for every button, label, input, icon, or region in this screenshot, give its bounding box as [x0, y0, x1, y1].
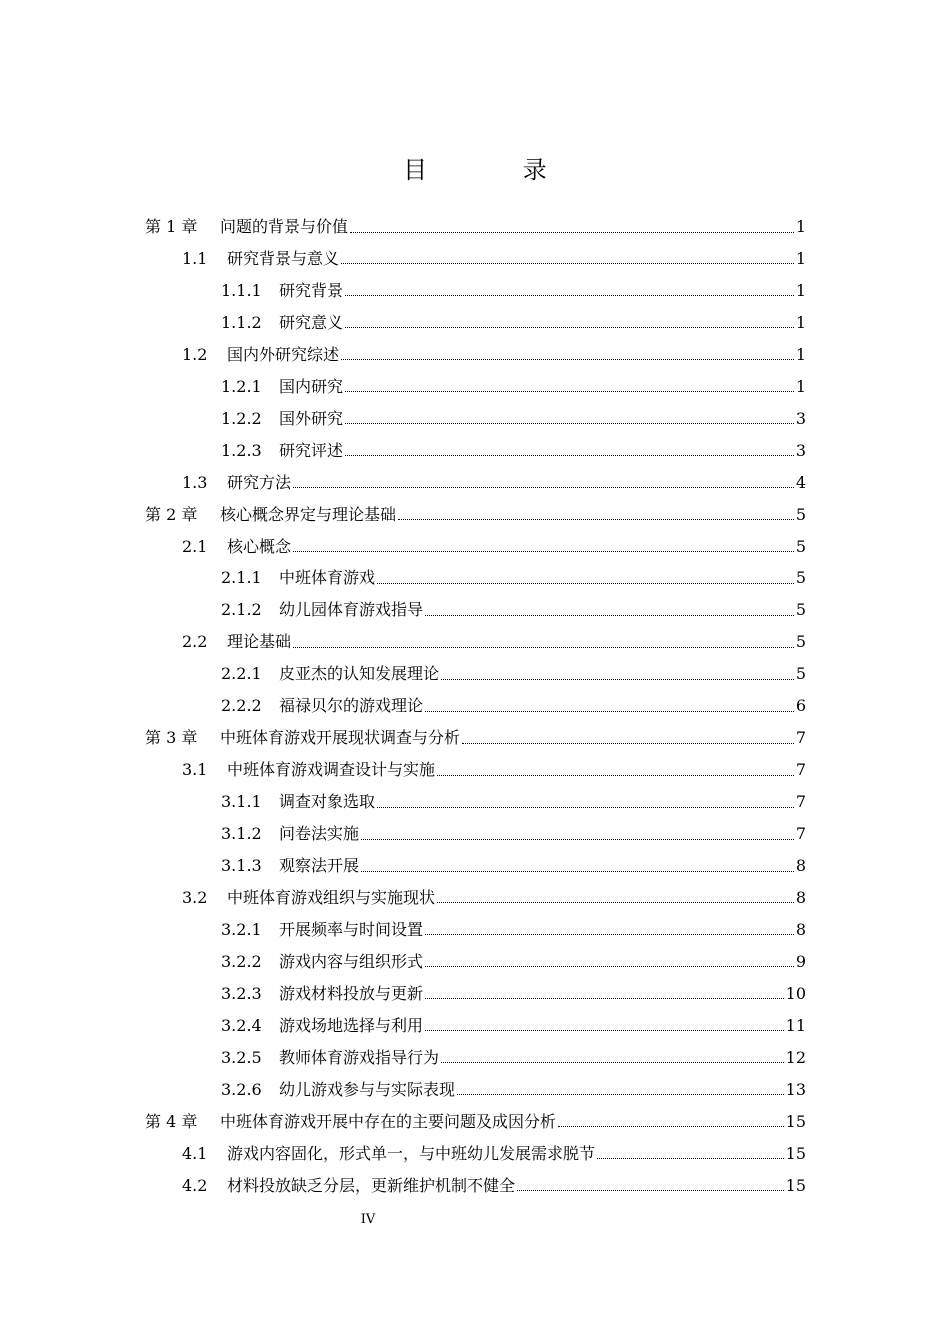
dot-leader	[345, 295, 794, 296]
dot-leader	[437, 902, 794, 903]
toc-entry-page: 5	[795, 568, 806, 588]
toc-entry-number: 2.2	[182, 632, 208, 652]
toc-entry-number: 1.1	[182, 248, 208, 268]
toc-entry[interactable]	[221, 659, 806, 689]
toc-entry-number: 1.1.2	[221, 312, 262, 332]
toc-entry-label: 中班体育游戏	[279, 568, 376, 588]
toc-entry-label: 游戏场地选择与利用	[279, 1015, 424, 1035]
toc-entry-page: 15	[785, 1143, 806, 1163]
toc-entry-page: 7	[795, 824, 806, 844]
dot-leader	[437, 775, 794, 776]
toc-entry-page: 3	[795, 440, 806, 460]
toc-entry-number: 2.2.2	[221, 696, 262, 716]
toc-entry-page: 11	[785, 1015, 806, 1035]
toc-entry-number: 1.3	[182, 472, 208, 492]
toc-entry[interactable]	[221, 947, 806, 977]
toc-entry-page: 15	[785, 1175, 806, 1195]
dot-leader	[345, 423, 794, 424]
dot-leader	[425, 966, 794, 967]
dot-leader	[293, 551, 794, 552]
toc-entry[interactable]	[145, 723, 806, 753]
dot-leader	[398, 519, 794, 520]
toc-entry-label: 幼儿游戏参与与实际表现	[279, 1079, 456, 1099]
toc-entry-page: 4	[795, 472, 806, 492]
toc-entry-page: 7	[795, 728, 806, 748]
toc-entry[interactable]	[145, 500, 806, 530]
toc-entry-number: 4.2	[182, 1175, 208, 1195]
dot-leader	[517, 1190, 784, 1191]
toc-entry-number: 1.2.2	[221, 408, 262, 428]
toc-entry-number: 第 4 章	[145, 1111, 198, 1131]
dot-leader	[441, 1062, 784, 1063]
toc-entry-page: 9	[795, 951, 806, 971]
toc-entry[interactable]	[221, 563, 806, 593]
toc-entry-page: 3	[795, 408, 806, 428]
toc-entry-page: 6	[795, 696, 806, 716]
toc-entry-number: 3.2.6	[221, 1079, 262, 1099]
toc-entry-page: 15	[785, 1111, 806, 1131]
toc-entry-number: 3.2.3	[221, 983, 262, 1003]
toc-entry-number: 3.2.4	[221, 1015, 262, 1035]
toc-entry-label: 问卷法实施	[279, 824, 360, 844]
toc-entry-number: 3.1	[182, 760, 208, 780]
dot-leader	[350, 232, 794, 233]
toc-entry[interactable]	[221, 372, 806, 402]
toc-entry-page: 1	[795, 217, 806, 236]
toc-entry-page: 5	[795, 664, 806, 684]
toc-entry-number: 第 3 章	[145, 728, 198, 748]
toc-entry-label: 幼儿园体育游戏指导	[279, 600, 424, 620]
toc-entry-page: 12	[785, 1047, 806, 1067]
toc-entry[interactable]	[221, 1075, 806, 1105]
toc-entry-page: 1	[795, 280, 806, 300]
toc-entry-number: 1.2.1	[221, 376, 262, 396]
toc-entry-label: 核心概念界定与理论基础	[220, 504, 397, 524]
toc-entry[interactable]	[221, 595, 806, 625]
dot-leader	[377, 807, 794, 808]
toc-entry-label: 国外研究	[279, 408, 344, 428]
toc-entry-page: 5	[795, 632, 806, 652]
dot-leader	[341, 263, 794, 264]
dot-leader	[457, 1094, 784, 1095]
toc-entry-label: 研究意义	[279, 312, 344, 332]
toc-entry-number: 1.1.1	[221, 280, 262, 300]
toc-entry-number: 3.2	[182, 887, 208, 907]
dot-leader	[293, 487, 794, 488]
toc-entry-label: 研究方法	[227, 472, 292, 492]
toc-entry-number: 第 1 章	[145, 217, 198, 236]
toc-entry-label: 教师体育游戏指导行为	[279, 1047, 440, 1067]
toc-entry[interactable]	[182, 532, 806, 562]
toc-entry-label: 观察法开展	[279, 856, 360, 875]
toc-entry-page: 10	[785, 983, 806, 1003]
toc-entry[interactable]	[182, 244, 806, 274]
dot-leader	[425, 615, 794, 616]
toc-entry-label: 调查对象选取	[279, 792, 376, 812]
dot-leader	[597, 1158, 784, 1159]
toc-entry-number: 2.1	[182, 536, 208, 556]
toc-entry-page: 5	[795, 536, 806, 556]
toc-entry[interactable]	[221, 404, 806, 434]
dot-leader	[345, 327, 794, 328]
toc-entry[interactable]	[221, 851, 806, 881]
dot-leader	[341, 359, 794, 360]
toc-entry[interactable]	[182, 883, 806, 913]
toc-entry-label: 理论基础	[227, 632, 292, 652]
toc-title: 目 录	[403, 156, 591, 184]
dot-leader	[558, 1126, 784, 1127]
toc-entry-number: 2.1.2	[221, 600, 262, 620]
toc-entry-number: 3.2.1	[221, 919, 262, 939]
toc-entry-label: 材料投放缺乏分层，更新维护机制不健全	[227, 1175, 516, 1195]
toc-entry-label: 研究评述	[279, 440, 344, 460]
toc-entry[interactable]	[221, 915, 806, 945]
toc-entry-page: 1	[795, 248, 806, 268]
dot-leader	[345, 455, 794, 456]
toc-entry[interactable]	[221, 276, 806, 306]
toc-entry-label: 中班体育游戏调查设计与实施	[227, 760, 436, 780]
toc-entry[interactable]	[221, 308, 806, 338]
toc-entry-page: 8	[795, 919, 806, 939]
dot-leader	[425, 711, 794, 712]
toc-entry[interactable]	[221, 1011, 806, 1041]
toc-entry[interactable]	[221, 1043, 806, 1073]
toc-entry-page: 7	[795, 792, 806, 812]
toc-entry-number: 4.1	[182, 1143, 208, 1163]
toc-entry-number: 2.1.1	[221, 568, 262, 588]
toc-entry[interactable]	[182, 340, 806, 370]
dot-leader	[425, 998, 784, 999]
toc-entry-page: 1	[795, 376, 806, 396]
toc-entry[interactable]	[182, 1171, 806, 1201]
toc-entry-label: 中班体育游戏组织与实施现状	[227, 887, 436, 907]
toc-entry[interactable]	[221, 979, 806, 1009]
toc-entry-label: 国内外研究综述	[227, 344, 340, 364]
toc-entry-label: 研究背景	[279, 280, 344, 300]
toc-entry-label: 游戏材料投放与更新	[279, 983, 424, 1003]
toc-entry-number: 3.1.3	[221, 856, 262, 875]
toc-entry-number: 3.1.1	[221, 792, 262, 812]
dot-leader	[293, 647, 794, 648]
toc-entry-label: 问题的背景与价值	[220, 217, 349, 236]
toc-entry-page: 7	[795, 760, 806, 780]
toc-entry-label: 核心概念	[227, 536, 292, 556]
toc-entry-label: 皮亚杰的认知发展理论	[279, 664, 440, 684]
toc-entry[interactable]	[182, 627, 806, 657]
toc-entry-label: 中班体育游戏开展中存在的主要问题及成因分析	[220, 1111, 557, 1131]
toc-entry-page: 5	[795, 600, 806, 620]
dot-leader	[361, 839, 794, 840]
toc-entry[interactable]	[145, 212, 806, 242]
toc-entry-label: 国内研究	[279, 376, 344, 396]
toc-entry[interactable]	[182, 468, 806, 498]
toc-entry[interactable]	[221, 819, 806, 849]
toc-entry-label: 游戏内容固化，形式单一，与中班幼儿发展需求脱节	[227, 1143, 596, 1163]
dot-leader	[441, 679, 794, 680]
toc-entry-page: 8	[795, 856, 806, 875]
toc-entry-number: 3.2.2	[221, 951, 262, 971]
dot-leader	[345, 391, 794, 392]
toc-entry-number: 3.1.2	[221, 824, 262, 844]
toc-entry-label: 中班体育游戏开展现状调查与分析	[220, 728, 461, 748]
toc-entry[interactable]	[221, 436, 806, 466]
toc-entry[interactable]	[221, 787, 806, 817]
toc-entry-number: 1.2	[182, 344, 208, 364]
dot-leader	[425, 934, 794, 935]
toc-entry-page: 8	[795, 887, 806, 907]
dot-leader	[462, 743, 794, 744]
toc-entry-page: 1	[795, 312, 806, 332]
dot-leader	[425, 1030, 784, 1031]
toc-entry-number: 3.2.5	[221, 1047, 262, 1067]
toc-entry[interactable]	[182, 1139, 806, 1169]
toc-entry-label: 游戏内容与组织形式	[279, 951, 424, 971]
toc-entry-label: 福禄贝尔的游戏理论	[279, 696, 424, 716]
toc-entry-page: 13	[785, 1079, 806, 1099]
page-footer-number: IV	[360, 1212, 376, 1227]
toc-entry-number: 2.2.1	[221, 664, 262, 684]
toc-entry-number: 1.2.3	[221, 440, 262, 460]
toc-entry-page: 1	[795, 344, 806, 364]
toc-entry-number: 第 2 章	[145, 504, 198, 524]
dot-leader	[377, 583, 794, 584]
toc-entry-label: 研究背景与意义	[227, 248, 340, 268]
toc-entry[interactable]	[145, 1107, 806, 1137]
toc-entry-page: 5	[795, 504, 806, 524]
toc-entry[interactable]	[182, 755, 806, 785]
dot-leader	[361, 871, 794, 872]
toc-entry-label: 开展频率与时间设置	[279, 919, 424, 939]
toc-entry[interactable]	[221, 691, 806, 721]
